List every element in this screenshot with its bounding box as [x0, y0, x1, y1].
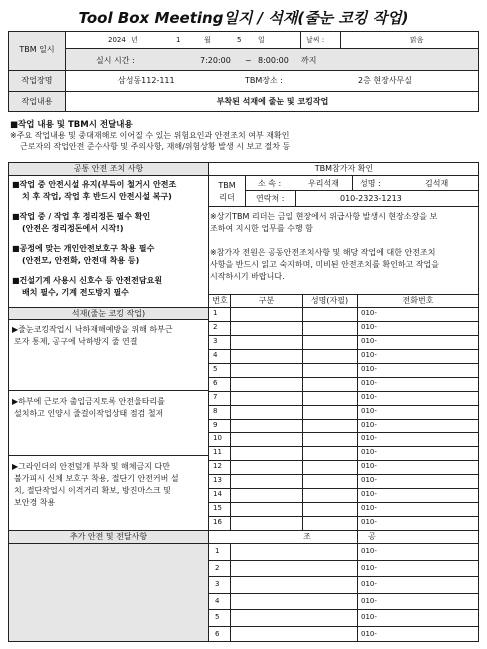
- participant-row-phone[interactable]: 010-: [361, 421, 377, 429]
- participant-row-number: 1: [213, 309, 218, 317]
- common-item-1-line2: 치 후 작업, 작업 후 반드시 안전시설 복구): [22, 192, 172, 201]
- task-1-line2: 로자 통제, 공구에 낙하방지 줄 연결: [14, 337, 138, 346]
- col-phone: 전화번호: [402, 296, 434, 305]
- task-header: 석재(줄눈 코킹 작업): [71, 309, 146, 318]
- work-value: 부착된 석재에 줄눈 및 코킹작업: [216, 97, 329, 106]
- note1-line1: ※상기TBM 리더는 금일 현장에서 위급사항 발생시 현장소장을 보: [210, 212, 438, 221]
- participant-row-number: 9: [213, 421, 218, 429]
- participant-row-phone[interactable]: 010-: [361, 462, 377, 470]
- task-3-line1: ▶그라인더의 안전덮개 부착 및 해체금지 다만: [12, 462, 170, 471]
- time-separator: ~: [245, 56, 252, 65]
- participant-row-phone[interactable]: 010-: [361, 393, 377, 401]
- extra-header: 추가 안전 및 전달사항: [69, 532, 148, 541]
- task-3-line2: 불가피시 신체 보호구 착용, 절단기 안전커버 설: [14, 474, 179, 483]
- note2-line1: ※참가자 전원은 공동안전조치사항 및 해당 작업에 대한 안전조치: [210, 248, 436, 257]
- col-div: 구분: [258, 296, 275, 305]
- tbm-place-value: 2층 현장사무실: [358, 76, 413, 85]
- participant-row-phone[interactable]: 010-: [361, 351, 377, 359]
- day-value: 5: [237, 36, 242, 44]
- participant-row-number: 13: [213, 476, 222, 484]
- participant-row-number: 2: [213, 323, 218, 331]
- extra-row-phone[interactable]: 010-: [361, 580, 377, 588]
- participant-row-number: 6: [213, 379, 218, 387]
- work-label: 작업내용: [21, 97, 53, 106]
- participant-row-number: 15: [213, 504, 222, 512]
- notice-line-1: ※주요 작업내용 및 중대재해로 이어질 수 있는 위험요인과 안전조치 여부 재확인: [10, 131, 290, 140]
- notice-line-2: 근로자의 작업안전 준수사항 및 주의사항, 재해/위험상황 발생 시 보고 절차 등: [20, 142, 291, 151]
- month-unit: 월: [204, 36, 211, 44]
- participant-row-phone[interactable]: 010-: [361, 309, 377, 317]
- weather-label: 날씨 :: [306, 36, 325, 44]
- participant-row-number: 10: [213, 434, 222, 442]
- contact-value: 010-2323-1213: [340, 194, 402, 203]
- participant-row-phone[interactable]: 010-: [361, 476, 377, 484]
- common-item-2-line1: ■작업 중 / 작업 후 정리정돈 필수 확인: [12, 212, 151, 221]
- task-1-line1: ▶줄눈코킹작업시 낙하재해예방을 위해 하부근: [12, 325, 173, 334]
- notice-heading: ■작업 내용 및 TBM시 전달내용: [10, 120, 133, 130]
- participant-row-phone[interactable]: 010-: [361, 434, 377, 442]
- participant-row-number: 8: [213, 407, 218, 415]
- tbm-date-label: TBM 일시: [19, 45, 55, 54]
- note2-line3: 시작하시기 바랍니다.: [210, 272, 285, 281]
- extra-col-d: 공: [368, 532, 376, 541]
- participant-row-number: 14: [213, 490, 222, 498]
- extra-row-number: 4: [215, 597, 220, 605]
- participant-row-phone[interactable]: 010-: [361, 365, 377, 373]
- extra-row-number: 5: [215, 613, 220, 621]
- participant-row-number: 5: [213, 365, 218, 373]
- contact-label: 연락처 :: [256, 194, 285, 203]
- year-value: 2024: [108, 36, 126, 44]
- common-item-4-line2: 배치 필수, 기계 전도방지 필수: [22, 288, 129, 297]
- task-2-line1: ▶하부에 근로자 출입금지토록 안전울타리를: [12, 397, 165, 406]
- time-from: 7:20:00: [200, 56, 231, 65]
- extra-left-bg: [9, 544, 208, 641]
- common-item-4-line1: ■건설기계 사용시 신호수 등 안전전담요원: [12, 276, 163, 285]
- extra-row-phone[interactable]: 010-: [361, 630, 377, 638]
- task-2-line2: 설치하고 인양시 줄걸이작업상태 점검 철저: [14, 409, 164, 418]
- name-label: 성명 :: [360, 179, 381, 188]
- site-value: 삼성동112-111: [118, 76, 175, 85]
- year-unit: 년: [131, 36, 138, 44]
- participant-row-number: 11: [213, 448, 222, 456]
- time-label: 실시 시간 :: [96, 56, 135, 65]
- site-label: 작업장명: [21, 76, 53, 85]
- name-value: 김석재: [425, 179, 449, 188]
- extra-row-number: 6: [215, 630, 220, 638]
- participant-row-phone[interactable]: 010-: [361, 379, 377, 387]
- extra-row-phone[interactable]: 010-: [361, 613, 377, 621]
- note1-line2: 조하여 지시한 업무를 수행 함: [210, 224, 313, 233]
- participant-row-phone[interactable]: 010-: [361, 490, 377, 498]
- extra-row-number: 1: [215, 547, 220, 555]
- extra-col-c: 조: [303, 532, 311, 541]
- participant-row-phone[interactable]: 010-: [361, 407, 377, 415]
- time-to: 8:00:00: [258, 56, 289, 65]
- participant-row-phone[interactable]: 010-: [361, 504, 377, 512]
- leader-label-line2: 리더: [219, 193, 235, 202]
- participant-row-number: 4: [213, 351, 218, 359]
- task-3-line3: 치, 절단작업시 이격거리 확보, 방진마스크 및: [14, 486, 171, 495]
- participant-row-number: 12: [213, 462, 222, 470]
- weather-value: 맑음: [410, 36, 424, 44]
- common-item-3-line2: (안전모, 안전화, 안전대 착용 등): [22, 256, 140, 265]
- participant-row-number: 16: [213, 518, 222, 526]
- affiliation-value: 우리석재: [308, 179, 339, 188]
- participant-row-phone[interactable]: 010-: [361, 337, 377, 345]
- extra-row-phone[interactable]: 010-: [361, 547, 377, 555]
- participant-row-number: 7: [213, 393, 218, 401]
- note2-line2: 사항을 반드시 읽고 숙지하며, 미비된 안전조치를 확인하고 작업을: [210, 260, 439, 269]
- time-until: 까지: [301, 56, 317, 65]
- extra-row-number: 3: [215, 580, 220, 588]
- affiliation-label: 소 속 :: [258, 179, 282, 188]
- participants-header: TBM참가자 확인: [314, 164, 374, 173]
- month-value: 1: [176, 36, 181, 44]
- tbm-place-label: TBM장소 :: [245, 76, 283, 85]
- col-sign: 성명(자필): [310, 296, 349, 305]
- col-no: 번호: [212, 296, 228, 305]
- leader-label-line1: TBM: [218, 181, 236, 190]
- common-item-3-line1: ■공정에 맞는 개인안전보호구 착용 필수: [12, 244, 155, 253]
- participant-row-number: 3: [213, 337, 218, 345]
- common-item-2-line2: (안전은 정리정돈에서 시작!): [22, 224, 124, 233]
- participant-row-phone[interactable]: 010-: [361, 518, 377, 526]
- participant-row-phone[interactable]: 010-: [361, 323, 377, 331]
- common-item-1-line1: ■작업 중 안전시설 유지(부득이 철거시 안전조: [12, 180, 177, 189]
- extra-row-number: 2: [215, 564, 220, 572]
- task-3-line4: 보안경 착용: [14, 498, 56, 507]
- common-header: 공통 안전 조치 사항: [73, 164, 144, 173]
- page-title: Tool Box Meeting일지 / 석재(줄눈 코킹 작업): [78, 9, 409, 27]
- day-unit: 일: [258, 36, 265, 44]
- participant-row-phone[interactable]: 010-: [361, 448, 377, 456]
- extra-row-phone[interactable]: 010-: [361, 597, 377, 605]
- extra-row-phone[interactable]: 010-: [361, 564, 377, 572]
